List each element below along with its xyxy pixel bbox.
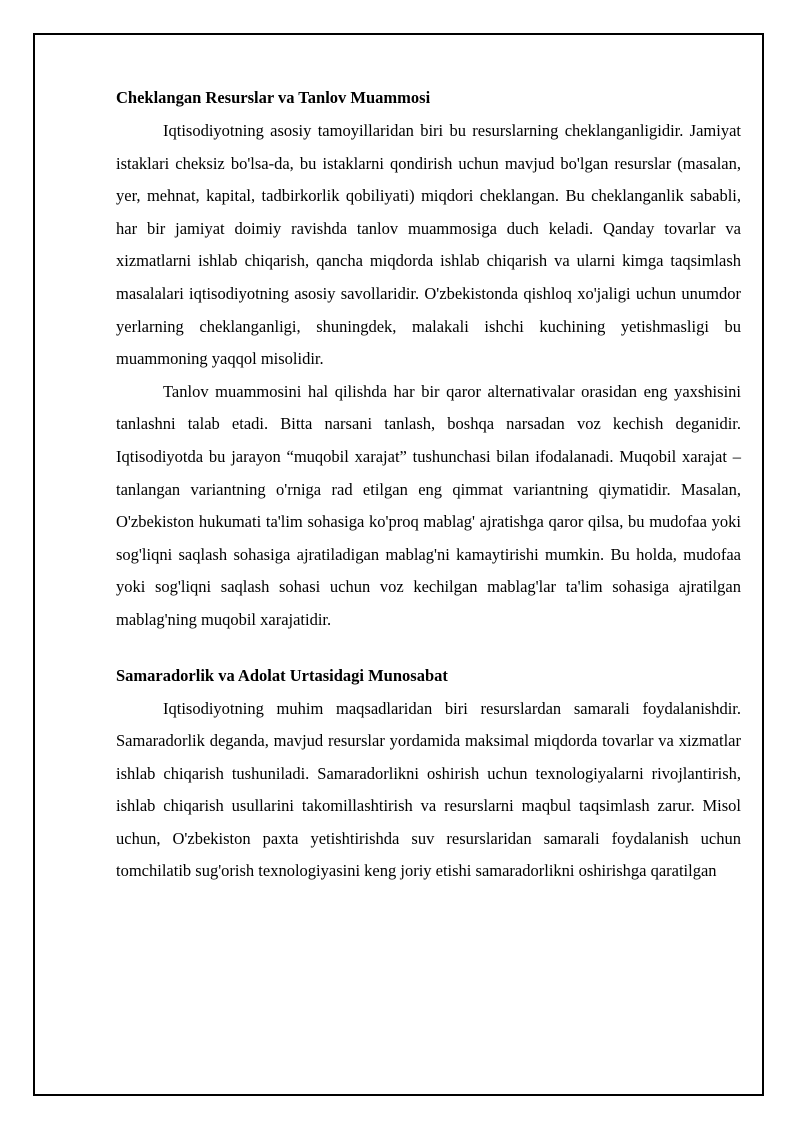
document-body [116, 85, 741, 888]
section-heading-efficiency: Samaradorlik va Adolat Urtasidagi Munosabat [116, 665, 448, 685]
paragraph-resources-2: Tanlov muammosini hal qilishda har bir qaror alternativalar orasidan eng yaxshisini tanlashni talab etadi. Bitta narsani tanlash, boshqa narsadan voz kechish deganidir. Iqtisodiyotda bu jarayon “muqobil xarajat” tushunchasi bilan ifodalanadi. Muqobil xarajat – tanlangan variantning o'rniga rad etilgan eng qimmat variantning qiymatidir. Masalan, O'zbekiston hukumati ta'lim sohasiga ko'proq mablag' ajratishga qaror qilsa, bu mudofaa yoki sog'liqni saqlash sohasiga ajratiladigan mablag'ni kamaytirishi mumkin. Bu holda, mudofaa yoki sog'liqni saqlash sohasi uchun voz kechilgan mablag'lar ta'lim sohasiga ajratilgan mablag'ning muqobil xarajatidir. [116, 381, 741, 629]
paragraph-resources-1: Iqtisodiyotning asosiy tamoyillaridan biri bu resurslarning cheklanganligidir. Jamiyat istaklari cheksiz bo'lsa-da, bu istaklarni qondirish uchun mavjud bo'lgan resurslar (masalan, yer, mehnat, kapital, tadbirkorlik qobiliyati) miqdori cheklangan. Bu cheklanganlik sababli, har bir jamiyat doimiy ravishda tanlov muammosiga duch keladi. Qanday tovarlar va xizmatlarni ishlab chiqarish, qancha miqdorda ishlab chiqarish va ularni kimga taqsimlash masalalari iqtisodiyotning asosiy savollaridir. O'zbekistonda qishloq xo'jaligi uchun unumdor yerlarning cheklanganligi, shuningdek, malakali ishchi kuchining yetishmasligi bu muammoning yaqqol misolidir. [116, 121, 741, 369]
paragraph-efficiency-1: Iqtisodiyotning muhim maqsadlaridan biri resurslardan samarali foydalanishdir. Samaradorlik deganda, mavjud resurslar yordamida maksimal miqdorda tovarlar va xizmatlar ishlab chiqarish tushuniladi. Samaradorlikni oshirish uchun texnologiyalarni rivojlantirish, ishlab chiqarish usullarini takomillashtirish va resurslarni maqbul taqsimlash zarur. Misol uchun, O'zbekiston paxta yetishtirishda suv resurslaridan samarali foydalanish uchun tomchilatib sug'orish texnologiyasini keng joriy etishi samaradorlikni oshirishga qaratilgan [116, 698, 741, 881]
section-heading-resources: Cheklangan Resurslar va Tanlov Muammosi [116, 88, 431, 107]
